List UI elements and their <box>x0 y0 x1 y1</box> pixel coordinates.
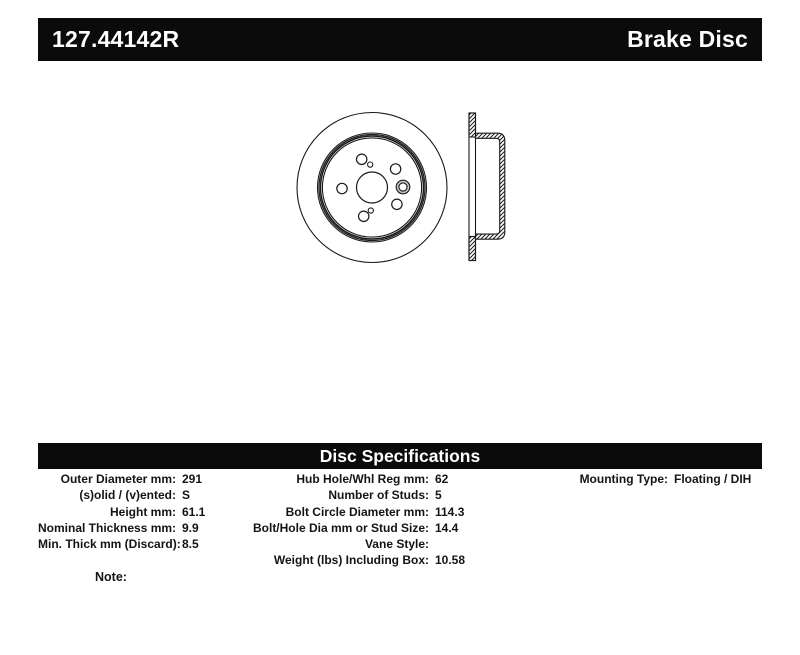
spec-row <box>240 471 500 487</box>
spec-label: Mounting Type: <box>579 472 668 486</box>
spec-row <box>240 504 500 520</box>
spec-label: Weight (lbs) Including Box: <box>273 553 429 568</box>
spec-value: 291 <box>182 472 203 486</box>
spec-row <box>240 536 500 552</box>
header-bar <box>38 18 762 61</box>
spec-row <box>38 504 238 520</box>
spec-row <box>38 487 238 503</box>
spec-row <box>38 536 238 552</box>
spec-section-header <box>38 443 762 469</box>
spec-row <box>240 520 500 536</box>
spec-row <box>38 520 238 536</box>
spec-value: 62 <box>435 472 449 486</box>
part-number: 127.44142R <box>52 26 180 52</box>
cross-section-hatch-top <box>469 113 476 137</box>
cross-section-hatch-bottom <box>469 237 476 261</box>
spec-row <box>38 471 238 487</box>
spec-column-left <box>38 471 238 552</box>
spec-value: 9.9 <box>182 520 199 535</box>
spec-value: 5 <box>435 488 442 503</box>
spec-label: Nominal Thickness mm: <box>38 520 177 535</box>
spec-label: Hub Hole/Whl Reg mm: <box>296 472 429 486</box>
product-type: Brake Disc <box>627 26 748 52</box>
spec-label: (s)olid / (v)ented: <box>79 488 176 503</box>
spec-label: Outer Diameter mm: <box>60 472 176 486</box>
cross-section-hat-wall <box>476 133 505 239</box>
brake-disc-front-view <box>297 113 447 263</box>
spec-column-middle <box>240 471 500 569</box>
spec-row <box>240 487 500 503</box>
spec-label: Height mm: <box>110 504 176 519</box>
spec-label: Number of Studs: <box>328 488 429 503</box>
spec-label: Bolt Circle Diameter mm: <box>285 504 429 519</box>
spec-value: 14.4 <box>435 520 459 535</box>
spec-value: 114.3 <box>435 504 465 519</box>
spec-value: 10.58 <box>435 553 466 568</box>
spec-value: 61.1 <box>182 504 206 519</box>
spec-value: 8.5 <box>182 537 199 552</box>
spec-label: Bolt/Hole Dia mm or Stud Size: <box>252 520 429 535</box>
spec-label: Vane Style: <box>364 537 429 552</box>
spec-label: Min. Thick mm (Discard): <box>38 537 181 552</box>
spec-value: Floating / DIH <box>674 472 752 486</box>
ringed-hole-inner <box>399 183 407 191</box>
spec-row <box>240 552 500 568</box>
spec-section-title: Disc Specifications <box>319 445 481 466</box>
brake-disc-drawing <box>280 100 520 275</box>
brake-disc-cross-section <box>469 113 505 261</box>
spec-value: S <box>182 488 191 503</box>
spec-column-right <box>560 471 762 487</box>
note-label: Note: <box>95 570 127 584</box>
spec-row <box>560 471 762 487</box>
